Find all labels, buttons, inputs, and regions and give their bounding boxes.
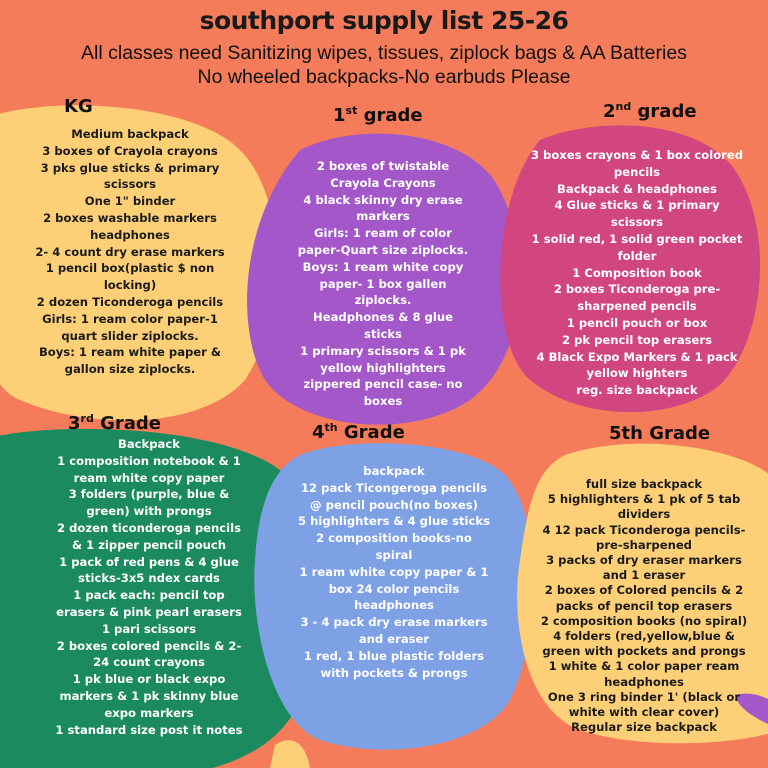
list-item: Headphones & 8 glue [313,310,453,325]
kg-list [15,126,245,378]
list-item: Crayola Crayons [330,175,436,190]
list-item: 5 highlighters & 1 pk of 5 tab [547,492,741,507]
list-item: scissors [103,177,157,192]
list-item: headphones [354,598,434,613]
list-item: 4 folders (red,yellow,blue & [553,629,735,644]
list-item: locking) [103,278,157,293]
subtitle-all-classes: All classes need Sanitizing wipes, tissues, ziplock bags & AA Batteries [81,42,687,64]
grade3-heading-num: 3 [68,413,81,434]
list-item: 4 12 pack Ticonderoga pencils- [542,522,746,537]
list-item: 1 standard size post it notes [55,722,243,737]
list-item: markers [356,209,410,224]
list-item: yellow highters [586,366,688,381]
list-item: 1 pack each: pencil top [73,588,225,603]
list-item: paper-Quart size ziplocks. [297,242,469,257]
page-title: southport supply list 25-26 [199,6,569,35]
list-item: 2 dozen Ticonderoga pencils [36,294,224,309]
grade1-list [268,158,498,410]
list-item: dividers [617,507,671,522]
list-item: 3 pks glue sticks & primary [40,160,220,175]
list-item: 1 white & 1 color paper ream [548,659,740,674]
list-item: One 3 ring binder 1' (black or [547,689,741,704]
list-item: 1 pencil box(plastic $ non [45,261,215,276]
grade1-heading-word: grade [363,105,423,126]
list-item: headphones [604,674,684,689]
list-item: & 1 zipper pencil pouch [71,537,227,552]
list-item: 3 folders (purple, blue & [68,487,230,502]
grade4-heading-sup: th [324,421,338,434]
small-yellow-blob [270,740,310,768]
list-item: and 1 eraser [602,568,686,583]
list-item: 2 boxes of twistable [316,159,450,173]
list-item: 2 boxes of Colored pencils & 2 [544,583,744,598]
list-item: 2 boxes washable markers [43,210,217,225]
list-item: full size backpack [585,477,703,491]
list-item: 3 boxes of Crayola crayons [42,143,218,158]
grade2-heading-sup: nd [615,100,632,113]
list-item: box 24 color pencils [328,581,460,596]
list-item: ziplocks. [354,293,412,308]
grade5-heading [609,423,710,444]
list-item: paper- 1 box gallen [319,276,447,291]
list-item: 2 boxes colored pencils & 2- [56,638,242,653]
list-item: headphones [90,227,170,242]
list-item: Boys: 1 ream white paper & [38,345,222,360]
list-item: 4 black skinny dry erase [303,192,463,207]
grade2-heading-word: grade [637,101,697,122]
kg-heading [64,96,93,117]
list-item: Backpack & headphones [557,181,717,196]
list-item: 12 pack Ticongeroga pencils [300,480,488,495]
list-item: One 1" binder [84,194,176,209]
list-item: Regular size backpack [571,720,717,735]
list-item: @ pencil pouch(no boxes) [310,497,478,512]
list-item: and eraser [358,631,430,646]
grade5-list [524,477,764,735]
grade4-list [276,463,512,681]
subtitle-no-wheeled: No wheeled backpacks-No earbuds Please [197,66,571,88]
list-item: 1 pencil pouch or box [566,315,708,330]
list-item: with pockets & prongs [320,665,468,680]
list-item: 2 composition books (no spiral) [540,613,748,628]
grade5-heading-text: 5th Grade [609,423,711,444]
list-item: 1 red, 1 blue plastic folders [303,648,485,663]
list-item: Medium backpack [71,127,189,141]
list-item: 3 packs of dry eraser markers [546,553,742,568]
list-item: 1 solid red, 1 solid green pocket [531,231,743,246]
list-item: erasers & pink pearl erasers [56,604,242,619]
list-item: white with clear cover) [568,705,720,720]
list-item: folder [617,248,657,263]
list-item: packs of pencil top erasers [555,598,733,613]
list-item: yellow highlighters [320,360,446,375]
grade1-heading-num: 1 [333,105,346,126]
list-item: 5 highlighters & 4 glue sticks [297,514,491,529]
list-item: boxes [363,394,403,409]
list-item: green) with prongs [86,504,212,519]
list-item: 1 pari scissors [101,621,197,636]
list-item: 1 Composition book [572,265,702,280]
grade1-heading-sup: st [345,104,358,117]
list-item: Girls: 1 ream of color [314,226,452,241]
list-item: spiral [375,547,413,562]
grade3-heading-sup: rd [80,412,94,425]
list-item: Girls: 1 ream color paper-1 [42,311,218,326]
list-item: 1 primary scissors & 1 pk [300,343,466,358]
list-item: markers & 1 pk skinny blue [59,688,239,703]
list-item: 3 - 4 pack dry erase markers [300,615,488,630]
list-item: 4 Black Expo Markers & 1 pack [536,349,738,364]
list-item: green with pockets and prongs [542,644,746,659]
list-item: scissors [610,215,664,230]
list-item: reg. size backpack [576,383,698,398]
list-item: 1 composition notebook & 1 [57,453,241,468]
list-item: 24 count crayons [93,655,205,670]
list-item: zippered pencil case- no [303,377,463,392]
list-item: sticks-3x5 ndex cards [78,571,220,586]
grade3-list [30,436,268,738]
list-item: 2 pk pencil top erasers [561,332,713,347]
list-item: expo markers [104,705,194,720]
list-item: 3 boxes crayons & 1 box colored [530,148,744,162]
grade3-heading [68,412,161,434]
list-item: quart slider ziplocks. [61,328,199,343]
list-item: sticks [364,326,402,341]
list-item: 4 Glue sticks & 1 primary [554,198,720,213]
list-item: pre-sharpened [596,537,692,552]
list-item: 2- 4 count dry erase markers [35,244,225,259]
list-item: 2 dozen ticonderoga pencils [56,520,242,535]
grade3-heading-word: Grade [100,413,162,434]
list-item: 2 boxes Ticonderoga pre- [553,282,721,297]
list-item: 1 pack of red pens & 4 glue [59,554,239,569]
grade1-heading [333,104,423,126]
grade4-heading-word: Grade [343,422,405,443]
list-item: 1 ream white copy paper & 1 [299,564,489,579]
grade4-heading [312,421,405,443]
grade2-heading [603,100,697,122]
list-item: 1 pk blue or black expo [72,672,226,687]
list-item: sharpened pencils [577,299,697,314]
list-item: gallon size ziplocks. [64,362,196,377]
list-item: pencils [613,164,661,179]
list-item: Boys: 1 ream white copy [302,259,464,274]
list-item: Backpack [118,437,180,451]
grade4-heading-num: 4 [312,422,325,443]
list-item: ream white copy paper [73,470,225,485]
grade2-list [522,147,752,399]
list-item: 2 composition books-no [316,531,472,546]
list-item: backpack [363,464,425,478]
kg-heading-text: KG [64,96,93,117]
grade2-heading-num: 2 [603,101,616,122]
